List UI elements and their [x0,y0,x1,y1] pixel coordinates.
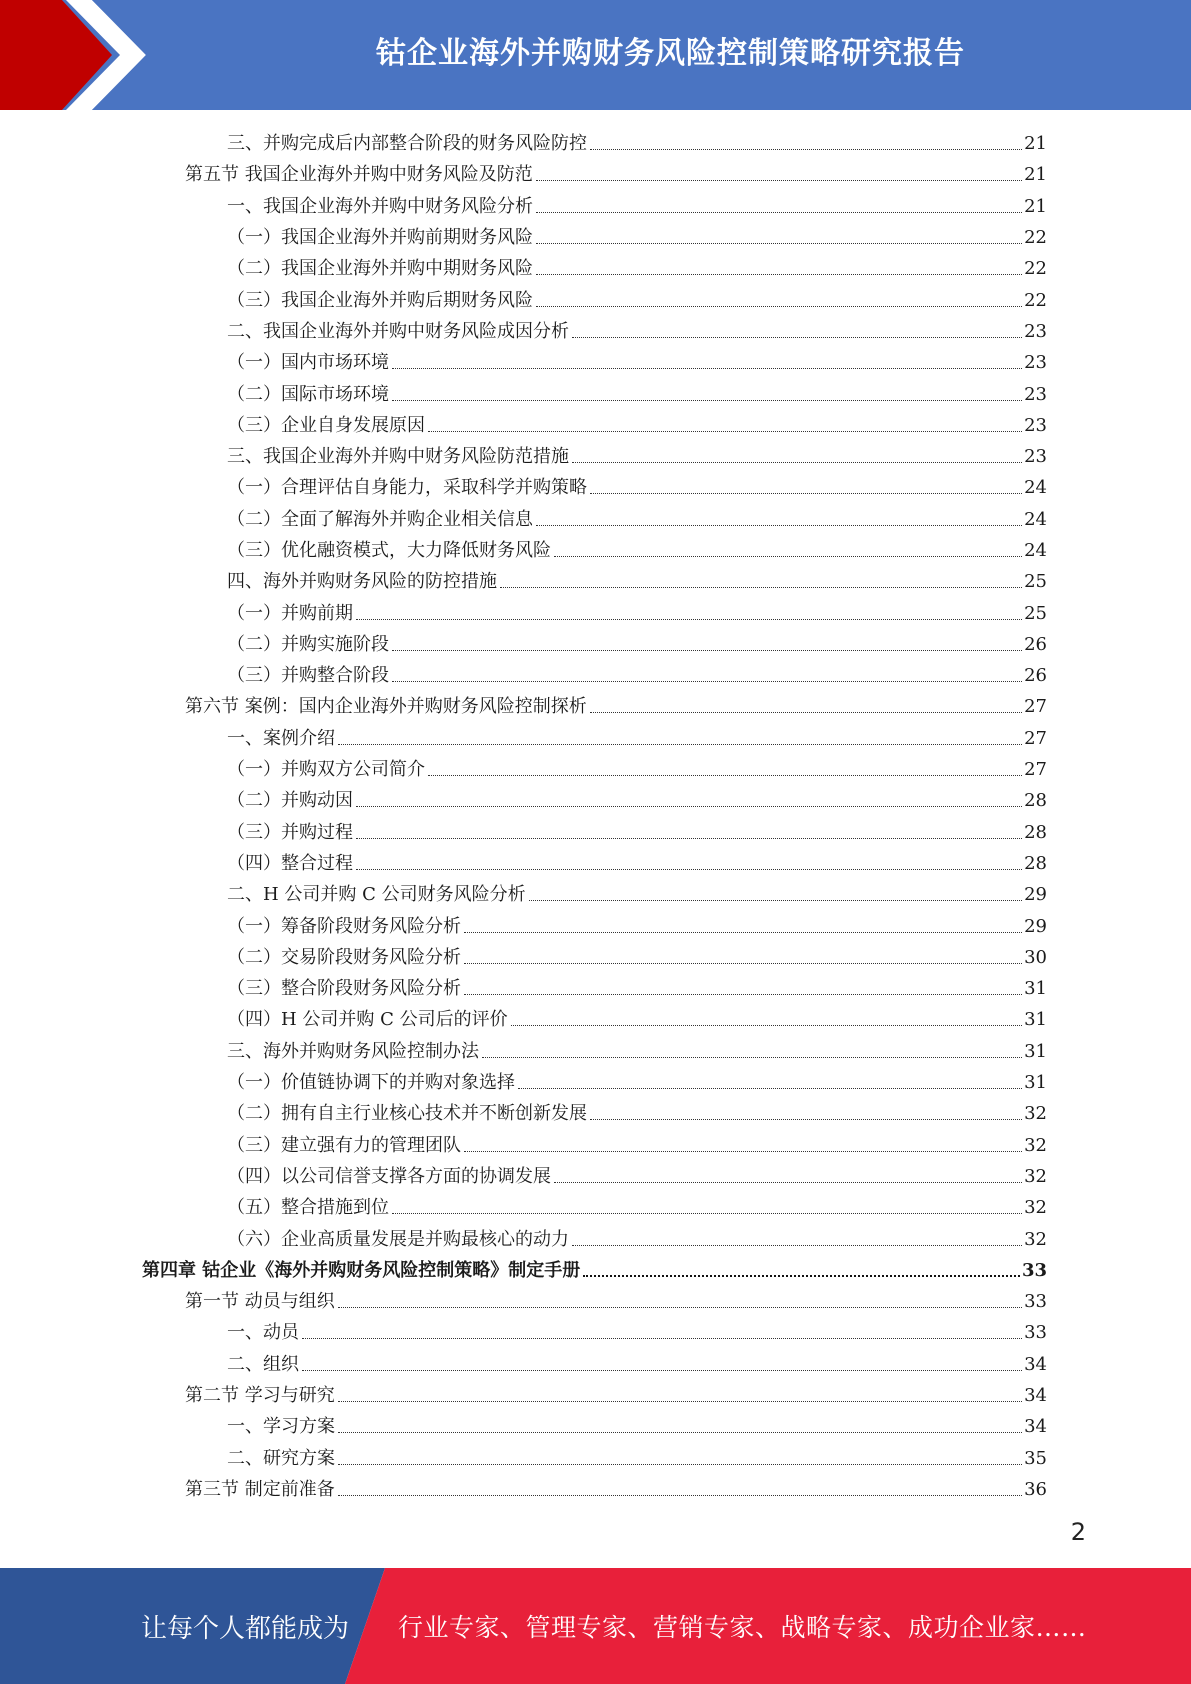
toc-entry[interactable] [227,1411,1047,1442]
dot-leader [392,400,1022,401]
dot-leader [392,650,1022,651]
toc-entry[interactable] [227,1067,1047,1098]
dot-leader [392,681,1022,682]
toc-entry-title: 第一节 动员与组织 [185,1291,335,1313]
toc-entry-page: 34 [1024,1385,1047,1407]
toc-entry[interactable] [142,1255,1047,1286]
dot-leader [338,744,1022,745]
toc-entry[interactable] [227,1130,1047,1161]
toc-entry-title: （一）合理评估自身能力，采取科学并购策略 [227,477,587,499]
dot-leader [590,712,1022,713]
toc-entry-title: 三、海外并购财务风险控制办法 [227,1040,479,1062]
toc-entry-page: 21 [1024,195,1047,217]
red-arrow-logo [0,0,160,110]
dot-leader [554,1182,1022,1183]
toc-entry-title: （三）并购整合阶段 [227,665,389,687]
toc-entry-title: 第二节 学习与研究 [185,1385,335,1407]
toc-entry-title: （二）国际市场环境 [227,383,389,405]
toc-entry-title: 一、我国企业海外并购中财务风险分析 [227,195,533,217]
toc-entry-page: 36 [1024,1478,1047,1500]
toc-entry-page: 25 [1024,602,1047,624]
toc-entry-title: （一）并购前期 [227,602,353,624]
toc-entry[interactable] [227,347,1047,378]
toc-entry[interactable] [227,1161,1047,1192]
toc-entry[interactable] [227,316,1047,347]
toc-entry[interactable] [227,1192,1047,1223]
toc-entry[interactable] [227,284,1047,315]
toc-entry-page: 28 [1024,852,1047,874]
toc-entry-page: 23 [1024,383,1047,405]
dot-leader [464,1151,1022,1152]
toc-entry-page: 22 [1024,289,1047,311]
dot-leader [464,994,1022,995]
toc-entry-title: （一）我国企业海外并购前期财务风险 [227,227,533,249]
toc-entry[interactable] [227,785,1047,816]
dot-leader [500,587,1022,588]
toc-entry-page: 32 [1024,1197,1047,1219]
toc-entry-title: 一、学习方案 [227,1416,335,1438]
dot-leader [518,1088,1022,1089]
toc-entry[interactable] [227,1036,1047,1067]
toc-entry-page: 32 [1024,1134,1047,1156]
toc-entry[interactable] [227,504,1047,535]
toc-entry[interactable] [185,1474,1047,1505]
toc-entry-title: （六）企业高质量发展是并购最核心的动力 [227,1228,569,1250]
dot-leader [536,525,1022,526]
toc-entry-page: 23 [1024,446,1047,468]
dot-leader [572,462,1022,463]
toc-entry-title: （三）并购过程 [227,821,353,843]
dot-leader [554,556,1022,557]
toc-entry-title: （三）我国企业海外并购后期财务风险 [227,289,533,311]
toc-entry-page: 26 [1024,665,1047,687]
dot-leader [536,306,1022,307]
dot-leader [482,1057,1022,1058]
dot-leader [356,838,1022,839]
toc-entry[interactable] [227,1004,1047,1035]
dot-leader [536,180,1022,181]
toc-entry-title: （一）筹备阶段财务风险分析 [227,915,461,937]
toc-entry[interactable] [227,566,1047,597]
dot-leader [338,1464,1022,1465]
toc-entry-title: （四）整合过程 [227,852,353,874]
dot-leader [536,274,1022,275]
dot-leader [572,337,1022,338]
toc-entry-title: 第六节 案例：国内企业海外并购财务风险控制探析 [185,696,587,718]
toc-entry-page: 35 [1024,1447,1047,1469]
toc-entry[interactable] [185,159,1047,190]
dot-leader [529,900,1022,901]
dot-leader [583,1275,1020,1277]
toc-entry[interactable] [227,723,1047,754]
toc-entry[interactable] [185,691,1047,722]
toc-entry[interactable] [227,848,1047,879]
toc-entry[interactable] [227,1223,1047,1254]
toc-entry-title: （三）优化融资模式，大力降低财务风险 [227,540,551,561]
dot-leader [536,212,1022,213]
dot-leader [356,806,1022,807]
toc-entry[interactable] [227,942,1047,973]
toc-entry-title: 第四章 钴企业《海外并购财务风险控制策略》制定手册 [142,1259,581,1281]
footer-slogan-left: 让每个人都能成为 [140,1613,349,1644]
dot-leader [464,963,1022,964]
toc-entry[interactable] [185,1380,1047,1411]
dot-leader [428,775,1022,776]
toc-entry-title: （二）交易阶段财务风险分析 [227,946,461,968]
dot-leader [356,869,1022,870]
toc-entry-title: （五）整合措施到位 [227,1197,389,1219]
dot-leader [392,1213,1022,1214]
toc-entry-title: 第五节 我国企业海外并购中财务风险及防范 [185,164,533,186]
toc-entry-page: 24 [1024,477,1047,499]
toc-entry-title: 三、我国企业海外并购中财务风险防范措施 [227,446,569,468]
dot-leader [392,368,1022,369]
toc-entry-title: （二）我国企业海外并购中期财务风险 [227,258,533,280]
page-number: 2 [1070,1518,1086,1546]
footer-slogan-right: 行业专家、管理专家、营销专家、战略专家、成功企业家…… [398,1613,1087,1642]
toc-entry-page: 24 [1024,508,1047,530]
dot-leader [428,431,1022,432]
table-of-contents [0,128,1191,1505]
toc-entry-page: 23 [1024,352,1047,374]
toc-entry-page: 28 [1024,790,1047,812]
toc-entry-page: 34 [1024,1416,1047,1438]
toc-entry-title: （一）并购双方公司简介 [227,759,425,781]
toc-entry-page: 32 [1024,1103,1047,1125]
toc-entry[interactable] [185,1286,1047,1317]
toc-entry-page: 31 [1024,1040,1047,1062]
toc-entry[interactable] [227,253,1047,284]
dot-leader [511,1025,1022,1026]
toc-entry-page: 31 [1024,1072,1047,1094]
toc-entry[interactable] [227,910,1047,941]
toc-entry-page: 32 [1024,1228,1047,1250]
toc-entry[interactable] [227,629,1047,660]
toc-entry[interactable] [227,1317,1047,1348]
dot-leader [590,149,1022,150]
toc-entry[interactable] [227,222,1047,253]
toc-entry-title: （三）企业自身发展原因 [227,414,425,436]
toc-entry-title: 二、研究方案 [227,1447,335,1469]
toc-entry[interactable] [227,1098,1047,1129]
dot-leader [302,1338,1022,1339]
toc-entry-title: （二）并购动因 [227,790,353,812]
toc-entry-title: （二）全面了解海外并购企业相关信息 [227,508,533,530]
toc-entry-page: 30 [1024,946,1047,968]
toc-entry-page: 26 [1024,633,1047,655]
toc-entry-title: （二）并购实施阶段 [227,633,389,655]
toc-entry[interactable] [227,660,1047,691]
toc-entry-page: 22 [1024,227,1047,249]
toc-entry-page: 34 [1024,1353,1047,1375]
toc-entry-page: 22 [1024,258,1047,280]
dot-leader [302,1370,1022,1371]
toc-entry-title: （四）以公司信誉支撑各方面的协调发展 [227,1165,551,1187]
toc-entry[interactable] [227,410,1047,441]
toc-entry-page: 29 [1024,884,1047,906]
toc-entry[interactable] [227,879,1047,910]
toc-entry-page: 33 [1024,1291,1047,1313]
dot-leader [338,1432,1022,1433]
toc-entry-page: 28 [1024,821,1047,843]
dot-leader [590,493,1022,494]
toc-entry[interactable] [227,378,1047,409]
dot-leader [338,1307,1022,1308]
toc-entry-page: 27 [1024,696,1047,718]
dot-leader [536,243,1022,244]
dot-leader [356,619,1022,620]
dot-leader [338,1401,1022,1402]
toc-entry-page: 27 [1024,759,1047,781]
toc-entry-title: 一、案例介绍 [227,727,335,749]
header-banner [0,0,1191,110]
toc-entry-title: （三）建立强有力的管理团队 [227,1134,461,1156]
toc-entry-page: 31 [1024,1009,1047,1031]
toc-entry-page: 21 [1024,133,1047,155]
dot-leader [590,1119,1022,1120]
dot-leader [572,1245,1022,1246]
toc-entry-title: 第三节 制定前准备 [185,1478,335,1500]
toc-entry-page: 29 [1024,915,1047,937]
toc-entry-page: 21 [1024,164,1047,186]
toc-entry-title: （三）整合阶段财务风险分析 [227,978,461,1000]
toc-entry-title: 二、组织 [227,1353,299,1375]
toc-entry-page: 27 [1024,727,1047,749]
toc-entry[interactable] [227,441,1047,472]
toc-entry[interactable] [227,1442,1047,1473]
toc-entry-page: 24 [1024,540,1047,561]
toc-entry-page: 25 [1024,571,1047,593]
toc-entry-page: 33 [1021,1259,1047,1281]
toc-entry[interactable] [227,817,1047,848]
toc-entry-title: 二、H 公司并购 C 公司财务风险分析 [227,884,526,906]
toc-entry[interactable] [227,535,1047,566]
toc-entry-page: 32 [1024,1165,1047,1187]
toc-entry-title: （四）H 公司并购 C 公司后的评价 [227,1009,508,1031]
toc-entry-page: 33 [1024,1322,1047,1344]
report-title: 钴企业海外并购财务风险控制策略研究报告 [376,36,965,71]
dot-leader [338,1495,1022,1496]
footer-banner [0,1568,1191,1684]
toc-entry-title: 四、海外并购财务风险的防控措施 [227,571,497,593]
toc-entry-title: 三、并购完成后内部整合阶段的财务风险防控 [227,133,587,155]
toc-entry[interactable] [227,191,1047,222]
toc-entry-title: （一）国内市场环境 [227,352,389,374]
dot-leader [464,932,1022,933]
toc-entry-title: 一、动员 [227,1322,299,1344]
toc-entry-page: 23 [1024,320,1047,342]
toc-entry-page: 23 [1024,414,1047,436]
toc-entry[interactable] [227,597,1047,628]
toc-entry[interactable] [227,128,1047,159]
toc-entry[interactable] [227,754,1047,785]
toc-entry[interactable] [227,973,1047,1004]
toc-entry-title: （一）价值链协调下的并购对象选择 [227,1072,515,1094]
toc-entry[interactable] [227,472,1047,503]
toc-entry-title: 二、我国企业海外并购中财务风险成因分析 [227,320,569,342]
toc-entry-title: （二）拥有自主行业核心技术并不断创新发展 [227,1103,587,1125]
toc-entry[interactable] [227,1349,1047,1380]
toc-entry-page: 31 [1024,978,1047,1000]
